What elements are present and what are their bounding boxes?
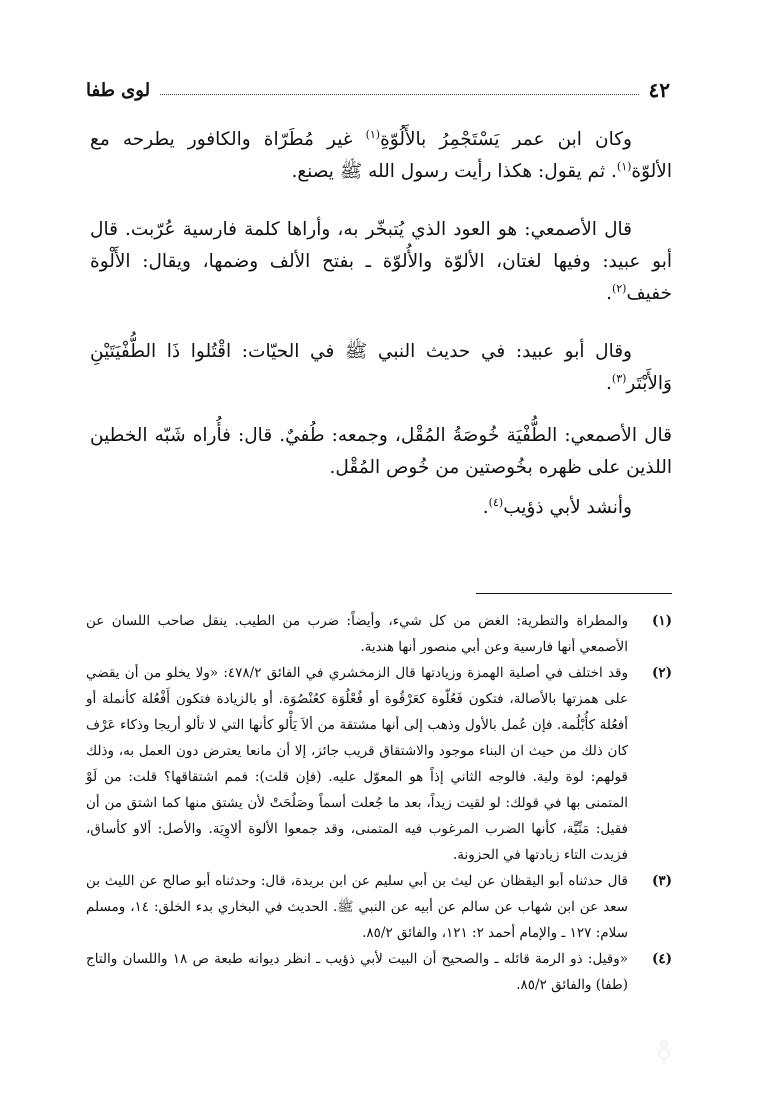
footnote-text: وقد اختلف في أصلية الهمزة وزيادتها قال الزمخشري في الفائق ٤٧٨/٢: «ولا يخلو من أن يقضي على همزتها بالأصالة، فتكون فَعُلّوة كعَرْقُوة أو فُعْلُوَة كعُنْصُوَة. أو بالزيادة فتكون أَفْعُلة كأنملة أو أفعُلة كأُبْلُمة. فإن عُمل بالأول وذهب إلى أنها مشتقة من ألاَ يَأْلو كأنها التي لا تألو أريجا وذكاء عَرْف كان ذلك من حيث ان البناء موجود والاشتقاق قريب جائز، إلا أن مانعا يعترض دون العمل به، وذلك قولهم: لوة ولية. فالوجه الثاني إذاً هو المعوّل عليه. (فإن قلت): فمم اشتقاقها؟ قلت: من لَوْ المتمنى بها في قولك: لو لقيت زيداً، بعد ما جُعلت أسماً وصَلُحَتْ لأن يشتق منها كما اشتق من أن فقيل: مَنِّيَّة، كأنها الضرب المرغوب فيه المتمنى، وقد جمعوا الألوة ألاوِيَة. والأصل: ألاو كأساق، فزيدت التاء زيادتها في الحزونة. — [86, 665, 629, 863]
paragraph-1-text-end: . ثم يقول: هكذا رأيت رسول الله ﷺ يصنع. — [291, 161, 617, 182]
footnote-3 — [86, 868, 672, 946]
paragraph-2-text: قال الأصمعي: هو العود الذي يُتبخّر به، وأراها كلمة فارسية عُرّبت. قال أبو عبيد: وفيها لغتان، الألوّة والأُلوّة ـ بفتح الألف وضمها، ويقال: الأَلْوة خفيف — [90, 219, 672, 304]
footnote-number: (٣) — [651, 873, 672, 889]
watermark-ornament-icon — [652, 1038, 676, 1066]
footnote-separator — [476, 593, 672, 594]
footnote-ref-3[interactable]: (٣) — [611, 371, 627, 385]
paragraph-3 — [90, 336, 672, 400]
running-title: لوى طفا — [86, 79, 151, 101]
footnote-text: «وقيل: ذو الرمة قائله ـ والصحيح أن البيت لأبي ذؤيب ـ انظر ديوانه طبعة ص ١٨ واللسان والتاج (طفا) والفائق ٨٥/٢. — [86, 951, 629, 993]
footnote-number: (٢) — [651, 665, 672, 681]
paragraph-2 — [90, 214, 672, 310]
paragraph-2-end: . — [606, 283, 612, 304]
footnote-2 — [86, 660, 672, 868]
paragraph-5 — [90, 492, 672, 524]
paragraph-3-end: . — [606, 373, 612, 394]
footnote-ref-4[interactable]: (٤) — [488, 495, 504, 509]
paragraph-1-text: وكان ابن عمر يَسْتَجْمِرُ بالأَلُوّةِ — [380, 129, 632, 150]
footnotes — [86, 608, 672, 998]
footnote-text: والمطراة والتطرية: الغض من كل شيء، وأيضاً: ضرب من الطيب. ينقل صاحب اللسان عن الأصمعي أنها فارسية وعن أبي منصور أنها هندية. — [86, 613, 628, 655]
footnote-number: (١) — [651, 613, 672, 629]
footnote-ref-2[interactable]: (٢) — [611, 281, 627, 295]
paragraph-1-text-cont: غير مُطَرّاة والكافور يطرحه مع الألوّة — [90, 129, 672, 182]
paragraph-4 — [90, 420, 672, 484]
footnote-ref-1b[interactable]: (١) — [616, 159, 632, 173]
footnote-ref-1[interactable]: (١) — [365, 127, 381, 141]
paragraph-5-text: وأنشد لأبي ذؤيب — [503, 497, 632, 518]
page-header — [86, 76, 670, 104]
main-text — [90, 124, 672, 524]
paragraph-3-text: وقال أبو عبيد: في حديث النبي ﷺ في الحيّات: اقْتُلوا ذَا الطُّفْيَتَيْنِ وَالأَبْتَر — [90, 341, 672, 394]
footnote-number: (٤) — [651, 951, 672, 967]
header-dotted-rule — [160, 94, 638, 95]
paragraph-5-end: . — [482, 497, 489, 518]
paragraph-1 — [90, 124, 672, 188]
page-number: ٤٢ — [648, 78, 670, 102]
footnote-4 — [86, 946, 672, 998]
footnote-text: قال حدثناه أبو اليقظان عن ليث بن أبي سليم عن ابن بريدة، قال: وحدثناه أبو صالح عن الليث بن سعد عن ابن شهاب عن سالم عن أبيه عن النبي ﷺ. الحديث في البخاري بدء الخلق: ١٤، ومسلم سلام: ١٢٧ ـ والإمام أحمد ٢: ١٢١، والفائق ٨٥/٢. — [86, 873, 628, 941]
paragraph-4-text: قال الأصمعي: الطُّفْيَة خُوصَةُ المُقْل، وجمعه: طُفيٌ. قال: فأُراه شَبّه الخطين اللذين على ظهره بخُوصتين من خُوص المُقْل. — [90, 425, 672, 478]
footnote-1 — [86, 608, 672, 660]
